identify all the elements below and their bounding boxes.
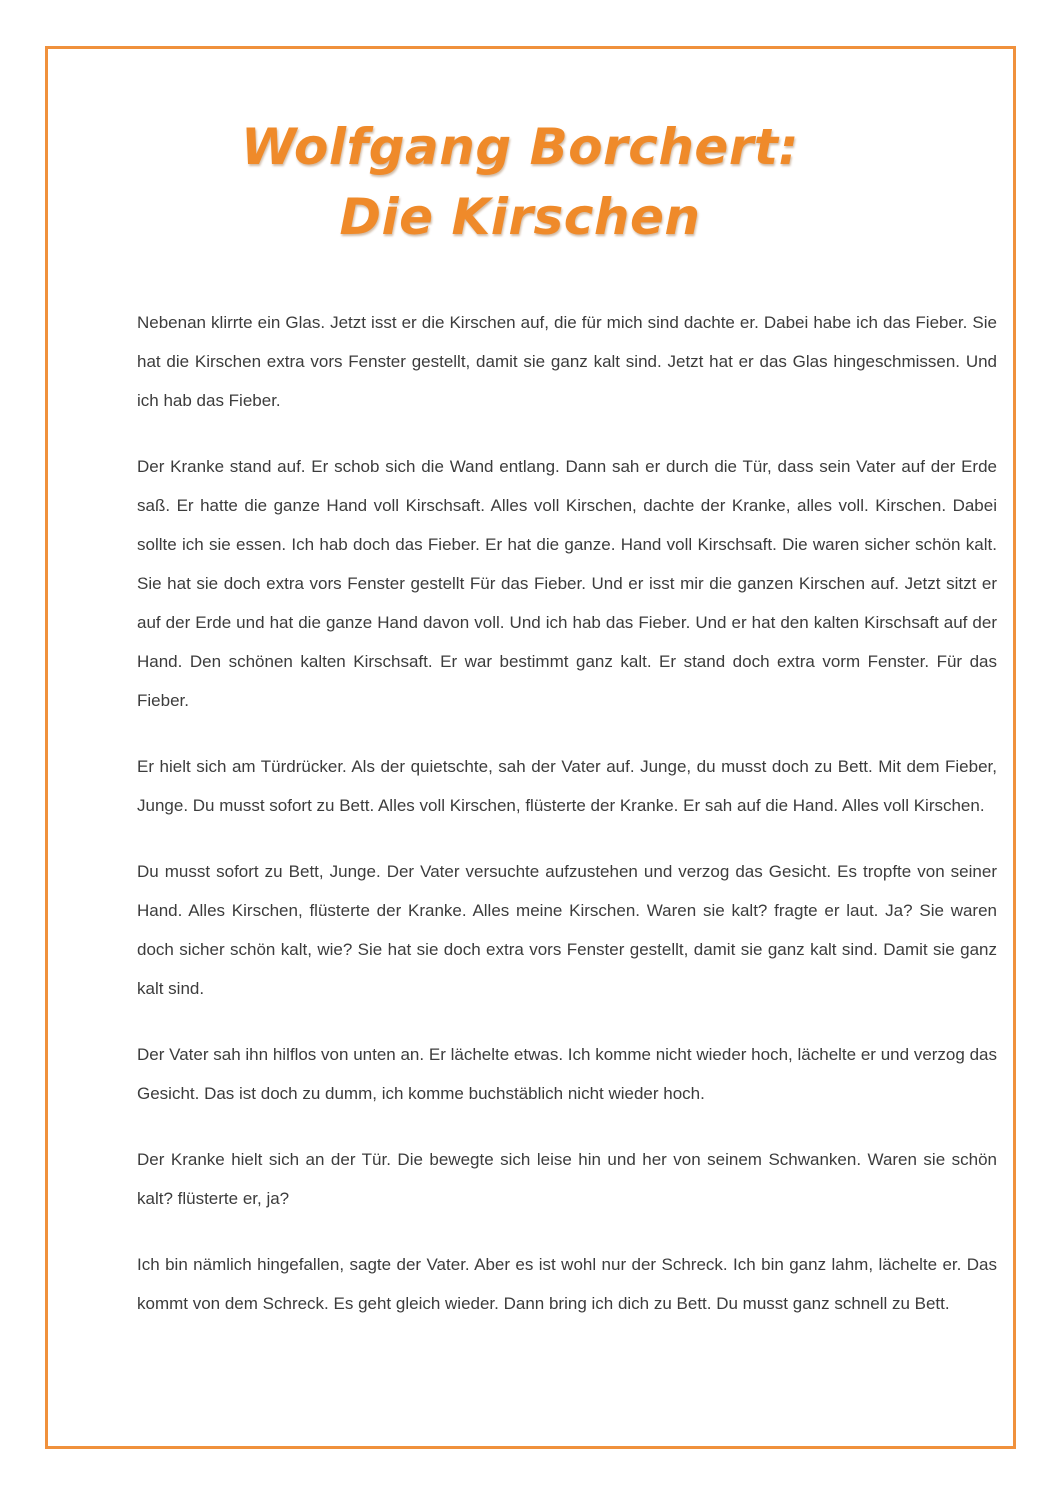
document-title	[0, 112, 1040, 252]
title-author: Wolfgang Borchert:	[241, 118, 799, 176]
paragraph-3: Er hielt sich am Türdrücker. Als der quietschte, sah der Vater auf. Junge, du musst doch zu Bett. Mit dem Fieber, Junge. Du musst sofort zu Bett. Alles voll Kirschen, flüsterte der Kranke. Er sah auf die Hand. Alles voll Kirschen.	[137, 757, 997, 815]
story-text	[137, 303, 997, 1350]
title-work: Die Kirschen	[339, 188, 701, 246]
paragraph-1: Nebenan klirrte ein Glas. Jetzt isst er die Kirschen auf, die für mich sind dachte er. Dabei habe ich das Fieber. Sie hat die Kirschen extra vors Fenster gestellt, damit sie ganz kalt sind. Jetzt hat er das Glas hingeschmissen. Und ich hab das Fieber.	[137, 313, 997, 410]
paragraph-7: Ich bin nämlich hingefallen, sagte der Vater. Aber es ist wohl nur der Schreck. Ich bin ganz lahm, lächelte er. Das kommt von dem Schreck. Es geht gleich wieder. Dann bring ich dich zu Bett. Du musst ganz schnell zu Bett.	[137, 1255, 997, 1313]
paragraph-6: Der Kranke hielt sich an der Tür. Die bewegte sich leise hin und her von seinem Schwanken. Waren sie schön kalt? flüsterte er, ja?	[137, 1150, 997, 1208]
paragraph-5: Der Vater sah ihn hilflos von unten an. Er lächelte etwas. Ich komme nicht wieder hoch, lächelte er und verzog das Gesicht. Das ist doch zu dumm, ich komme buchstäblich nicht wieder hoch.	[137, 1045, 997, 1103]
paragraph-2: Der Kranke stand auf. Er schob sich die Wand entlang. Dann sah er durch die Tür, dass sein Vater auf der Erde saß. Er hatte die ganze Hand voll Kirschsaft. Alles voll Kirschen, dachte der Kranke, alles voll. Kirschen. Dabei sollte ich sie essen. Ich hab doch das Fieber. Er hat die ganze. Hand voll Kirschsaft. Die waren sicher schön kalt. Sie hat sie doch extra vors Fenster gestellt Für das Fieber. Und er isst mir die ganzen Kirschen auf. Jetzt sitzt er auf der Erde und hat die ganze Hand davon voll. Und ich hab das Fieber. Und er hat den kalten Kirschsaft auf der Hand. Den schönen kalten Kirschsaft. Er war bestimmt ganz kalt. Er stand doch extra vorm Fenster. Für das Fieber.	[137, 457, 997, 710]
paragraph-4: Du musst sofort zu Bett, Junge. Der Vater versuchte aufzustehen und verzog das Gesicht. Es tropfte von seiner Hand. Alles Kirschen, flüsterte der Kranke. Alles meine Kirschen. Waren sie kalt? fragte er laut. Ja? Sie waren doch sicher schön kalt, wie? Sie hat sie doch extra vors Fenster gestellt, damit sie ganz kalt sind. Damit sie ganz kalt sind.	[137, 862, 997, 998]
